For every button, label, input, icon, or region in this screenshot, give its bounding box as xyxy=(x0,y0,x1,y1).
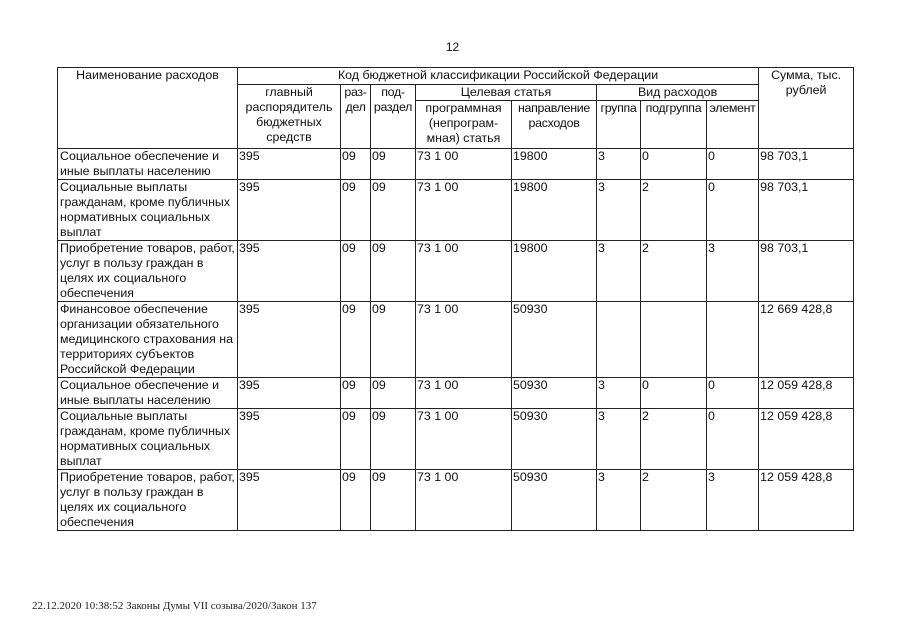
row-sum: 12 059 428,8 xyxy=(759,378,854,409)
row-manager: 395 xyxy=(238,180,341,241)
header-group: группа xyxy=(597,101,641,149)
row-element: 3 xyxy=(707,470,759,531)
row-manager: 395 xyxy=(238,149,341,180)
row-program: 73 1 00 xyxy=(416,241,512,302)
header-direction: направление расходов xyxy=(512,101,597,149)
row-direction: 19800 xyxy=(512,180,597,241)
row-subsection: 09 xyxy=(371,409,416,470)
row-sum: 98 703,1 xyxy=(759,241,854,302)
row-program: 73 1 00 xyxy=(416,149,512,180)
row-direction: 19800 xyxy=(512,149,597,180)
row-subgroup: 0 xyxy=(641,149,707,180)
row-subgroup: 2 xyxy=(641,470,707,531)
row-subsection: 09 xyxy=(371,470,416,531)
table-row xyxy=(58,180,854,241)
row-name: Социальные выплаты гражданам, кроме публичных нормативных социальных выплат xyxy=(58,409,238,470)
row-section: 09 xyxy=(341,241,371,302)
row-program: 73 1 00 xyxy=(416,302,512,378)
table-row xyxy=(58,470,854,531)
row-direction: 50930 xyxy=(512,470,597,531)
header-sum: Сумма, тыс. рублей xyxy=(759,68,854,149)
row-name: Приобретение товаров, работ, услуг в пользу граждан в целях их социального обеспечения xyxy=(58,470,238,531)
row-sum: 12 059 428,8 xyxy=(759,409,854,470)
document-footer: 22.12.2020 10:38:52 Законы Думы VII созыва/2020/Закон 137 xyxy=(32,600,317,612)
row-group: 3 xyxy=(597,149,641,180)
table-row xyxy=(58,302,854,378)
row-subsection: 09 xyxy=(371,378,416,409)
row-program: 73 1 00 xyxy=(416,470,512,531)
header-element: элемент xyxy=(707,101,759,149)
table-row xyxy=(58,241,854,302)
row-name: Финансовое обеспечение организации обязательного медицинского страхования на территориях субъектов Российской Федерации xyxy=(58,302,238,378)
row-program: 73 1 00 xyxy=(416,409,512,470)
row-section: 09 xyxy=(341,302,371,378)
header-code-group: Код бюджетной классификации Российской Федерации xyxy=(238,68,759,85)
row-element: 0 xyxy=(707,180,759,241)
row-program: 73 1 00 xyxy=(416,378,512,409)
row-manager: 395 xyxy=(238,470,341,531)
row-sum: 98 703,1 xyxy=(759,180,854,241)
row-manager: 395 xyxy=(238,241,341,302)
header-main-manager: главный распорядитель бюджетных средств xyxy=(238,85,341,149)
row-subgroup: 0 xyxy=(641,378,707,409)
row-section: 09 xyxy=(341,180,371,241)
row-direction: 19800 xyxy=(512,241,597,302)
row-subsection: 09 xyxy=(371,149,416,180)
row-section: 09 xyxy=(341,470,371,531)
header-expense-type: Вид расходов xyxy=(597,85,759,101)
header-target-item: Целевая статья xyxy=(416,85,597,101)
row-name: Социальное обеспечение и иные выплаты населению xyxy=(58,149,238,180)
row-program: 73 1 00 xyxy=(416,180,512,241)
row-manager: 395 xyxy=(238,302,341,378)
row-element xyxy=(707,302,759,378)
row-subsection: 09 xyxy=(371,180,416,241)
row-name: Приобретение товаров, работ, услуг в пользу граждан в целях их социального обеспечения xyxy=(58,241,238,302)
row-subgroup: 2 xyxy=(641,241,707,302)
table-row xyxy=(58,378,854,409)
row-group: 3 xyxy=(597,470,641,531)
header-subsection: под- раздел xyxy=(371,85,416,149)
row-direction: 50930 xyxy=(512,378,597,409)
row-section: 09 xyxy=(341,378,371,409)
row-name: Социальное обеспечение и иные выплаты населению xyxy=(58,378,238,409)
header-subgroup: подгруппа xyxy=(641,101,707,149)
row-name: Социальные выплаты гражданам, кроме публичных нормативных социальных выплат xyxy=(58,180,238,241)
header-program-item: программная (непрограм- мная) статья xyxy=(416,101,512,149)
header-section: раз- дел xyxy=(341,85,371,149)
row-group: 3 xyxy=(597,241,641,302)
row-section: 09 xyxy=(341,409,371,470)
row-element: 0 xyxy=(707,149,759,180)
row-element: 3 xyxy=(707,241,759,302)
row-element: 0 xyxy=(707,409,759,470)
row-sum: 12 059 428,8 xyxy=(759,470,854,531)
budget-classification-table xyxy=(57,67,854,531)
row-subsection: 09 xyxy=(371,302,416,378)
row-section: 09 xyxy=(341,149,371,180)
page-number: 12 xyxy=(445,40,460,54)
row-sum: 98 703,1 xyxy=(759,149,854,180)
row-manager: 395 xyxy=(238,378,341,409)
row-subgroup: 2 xyxy=(641,180,707,241)
row-subsection: 09 xyxy=(371,241,416,302)
row-element: 0 xyxy=(707,378,759,409)
row-subgroup: 2 xyxy=(641,409,707,470)
header-name: Наименование расходов xyxy=(58,68,238,149)
row-group: 3 xyxy=(597,378,641,409)
row-sum: 12 669 428,8 xyxy=(759,302,854,378)
row-direction: 50930 xyxy=(512,302,597,378)
row-manager: 395 xyxy=(238,409,341,470)
row-group: 3 xyxy=(597,409,641,470)
row-group: 3 xyxy=(597,180,641,241)
table-row xyxy=(58,149,854,180)
row-subgroup xyxy=(641,302,707,378)
row-direction: 50930 xyxy=(512,409,597,470)
table-row xyxy=(58,409,854,470)
row-group xyxy=(597,302,641,378)
